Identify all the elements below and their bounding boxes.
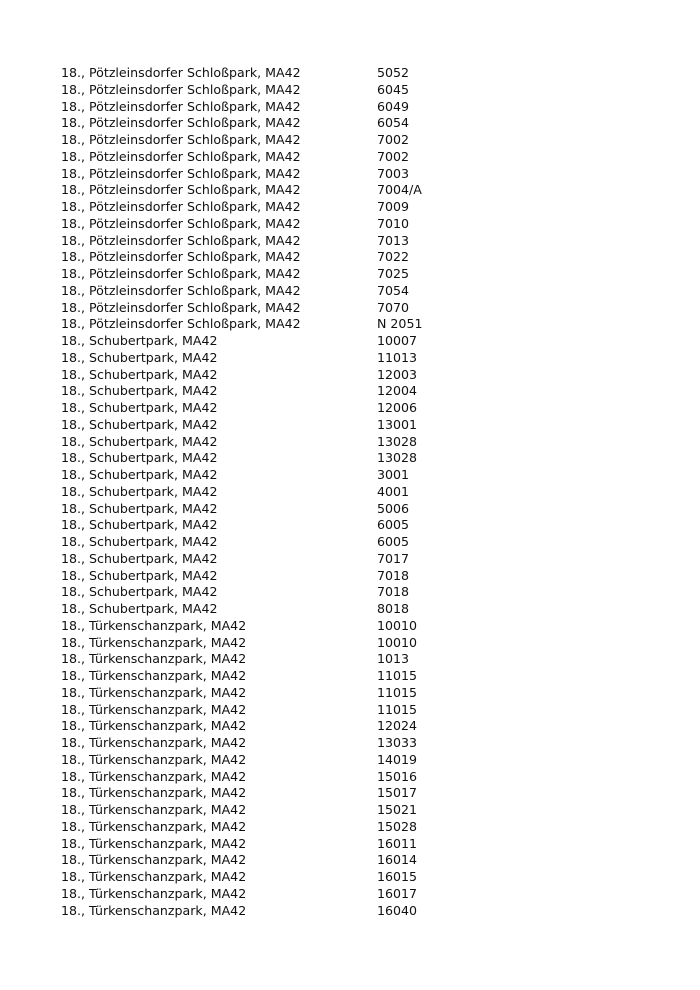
location-cell: 18., Türkenschanzpark, MA42 xyxy=(61,751,247,767)
location-cell: 18., Pötzleinsdorfer Schloßpark, MA42 xyxy=(61,165,301,181)
location-cell: 18., Türkenschanzpark, MA42 xyxy=(61,684,247,700)
table-row xyxy=(61,99,661,116)
table-row xyxy=(61,216,661,233)
location-cell: 18., Türkenschanzpark, MA42 xyxy=(61,701,247,717)
table-row xyxy=(61,702,661,719)
number-cell: 6045 xyxy=(377,81,410,97)
table-row xyxy=(61,752,661,769)
table-row xyxy=(61,115,661,132)
location-cell: 18., Schubertpark, MA42 xyxy=(61,500,218,516)
table-row xyxy=(61,199,661,216)
table-row xyxy=(61,467,661,484)
table-row xyxy=(61,819,661,836)
number-cell: 12024 xyxy=(377,718,418,734)
table-row xyxy=(61,718,661,735)
table-row xyxy=(61,769,661,786)
table-row xyxy=(61,417,661,434)
table-row xyxy=(61,584,661,601)
location-cell: 18., Pötzleinsdorfer Schloßpark, MA42 xyxy=(61,65,301,80)
number-cell: 7025 xyxy=(377,266,410,281)
number-cell: 7022 xyxy=(377,249,410,265)
table-row xyxy=(61,568,661,585)
location-cell: 18., Schubertpark, MA42 xyxy=(61,567,218,583)
location-cell: 18., Türkenschanzpark, MA42 xyxy=(61,718,247,734)
table-row xyxy=(61,367,661,384)
number-cell: 7070 xyxy=(377,299,410,315)
table-row xyxy=(61,618,661,635)
location-cell: 18., Schubertpark, MA42 xyxy=(61,433,218,449)
table-row xyxy=(61,182,661,199)
number-cell: 13028 xyxy=(377,450,418,466)
table-row xyxy=(61,802,661,819)
location-cell: 18., Schubertpark, MA42 xyxy=(61,349,218,365)
table-row xyxy=(61,852,661,869)
number-cell: N 2051 xyxy=(377,316,423,332)
number-cell: 4001 xyxy=(377,483,410,499)
number-cell: 13033 xyxy=(377,735,418,750)
table-row xyxy=(61,601,661,618)
location-cell: 18., Türkenschanzpark, MA42 xyxy=(61,785,247,801)
table-row xyxy=(61,149,661,166)
number-cell: 6049 xyxy=(377,98,410,114)
table-row xyxy=(61,166,661,183)
number-cell: 12004 xyxy=(377,383,418,399)
number-cell: 16040 xyxy=(377,902,418,918)
location-cell: 18., Schubertpark, MA42 xyxy=(61,366,218,382)
number-cell: 15017 xyxy=(377,785,418,801)
table-row xyxy=(61,283,661,300)
location-cell: 18., Türkenschanzpark, MA42 xyxy=(61,852,247,868)
table-row xyxy=(61,65,661,82)
location-cell: 18., Schubertpark, MA42 xyxy=(61,584,218,600)
number-cell: 6054 xyxy=(377,115,410,131)
location-cell: 18., Schubertpark, MA42 xyxy=(61,333,218,348)
table-row xyxy=(61,635,661,652)
number-cell: 16011 xyxy=(377,835,418,851)
number-cell: 11015 xyxy=(377,701,418,717)
table-row xyxy=(61,82,661,99)
location-cell: 18., Schubertpark, MA42 xyxy=(61,601,218,616)
table-row xyxy=(61,434,661,451)
number-cell: 13028 xyxy=(377,433,418,449)
number-cell: 7003 xyxy=(377,165,410,181)
number-cell: 16014 xyxy=(377,852,418,868)
table-row xyxy=(61,383,661,400)
number-cell: 11015 xyxy=(377,668,418,683)
number-cell: 15021 xyxy=(377,802,418,817)
table-row xyxy=(61,886,661,903)
location-cell: 18., Schubertpark, MA42 xyxy=(61,483,218,499)
table-row xyxy=(61,685,661,702)
location-cell: 18., Türkenschanzpark, MA42 xyxy=(61,668,247,683)
location-cell: 18., Schubertpark, MA42 xyxy=(61,450,218,466)
number-cell: 7002 xyxy=(377,148,410,164)
number-cell: 14019 xyxy=(377,751,418,767)
location-cell: 18., Türkenschanzpark, MA42 xyxy=(61,634,247,650)
location-cell: 18., Schubertpark, MA42 xyxy=(61,416,218,432)
number-cell: 8018 xyxy=(377,601,410,616)
location-cell: 18., Schubertpark, MA42 xyxy=(61,383,218,399)
table-row xyxy=(61,668,661,685)
number-cell: 7004/A xyxy=(377,182,422,198)
location-cell: 18., Schubertpark, MA42 xyxy=(61,400,218,415)
table-row xyxy=(61,350,661,367)
location-cell: 18., Schubertpark, MA42 xyxy=(61,517,218,533)
listing-table xyxy=(61,65,661,919)
location-cell: 18., Pötzleinsdorfer Schloßpark, MA42 xyxy=(61,98,301,114)
number-cell: 16017 xyxy=(377,885,418,901)
location-cell: 18., Türkenschanzpark, MA42 xyxy=(61,617,247,633)
table-row xyxy=(61,450,661,467)
location-cell: 18., Türkenschanzpark, MA42 xyxy=(61,902,247,918)
location-cell: 18., Pötzleinsdorfer Schloßpark, MA42 xyxy=(61,299,301,315)
table-row xyxy=(61,484,661,501)
location-cell: 18., Schubertpark, MA42 xyxy=(61,550,218,566)
number-cell: 7018 xyxy=(377,584,410,600)
table-row xyxy=(61,333,661,350)
number-cell: 7010 xyxy=(377,215,410,231)
location-cell: 18., Türkenschanzpark, MA42 xyxy=(61,651,247,667)
number-cell: 11015 xyxy=(377,684,418,700)
table-row xyxy=(61,869,661,886)
number-cell: 12006 xyxy=(377,400,418,415)
table-row xyxy=(61,400,661,417)
location-cell: 18., Pötzleinsdorfer Schloßpark, MA42 xyxy=(61,266,301,281)
location-cell: 18., Pötzleinsdorfer Schloßpark, MA42 xyxy=(61,132,301,147)
location-cell: 18., Türkenschanzpark, MA42 xyxy=(61,768,247,784)
table-row xyxy=(61,249,661,266)
table-row xyxy=(61,132,661,149)
table-row xyxy=(61,233,661,250)
table-row xyxy=(61,785,661,802)
location-cell: 18., Schubertpark, MA42 xyxy=(61,534,218,549)
location-cell: 18., Pötzleinsdorfer Schloßpark, MA42 xyxy=(61,199,301,214)
number-cell: 5006 xyxy=(377,500,410,516)
number-cell: 1013 xyxy=(377,651,410,667)
number-cell: 5052 xyxy=(377,65,410,80)
location-cell: 18., Türkenschanzpark, MA42 xyxy=(61,802,247,817)
number-cell: 6005 xyxy=(377,517,410,533)
location-cell: 18., Pötzleinsdorfer Schloßpark, MA42 xyxy=(61,316,301,332)
number-cell: 11013 xyxy=(377,349,418,365)
table-row xyxy=(61,517,661,534)
location-cell: 18., Türkenschanzpark, MA42 xyxy=(61,885,247,901)
location-cell: 18., Pötzleinsdorfer Schloßpark, MA42 xyxy=(61,232,301,248)
location-cell: 18., Pötzleinsdorfer Schloßpark, MA42 xyxy=(61,81,301,97)
number-cell: 10010 xyxy=(377,634,418,650)
number-cell: 10007 xyxy=(377,333,418,348)
location-cell: 18., Pötzleinsdorfer Schloßpark, MA42 xyxy=(61,182,301,198)
location-cell: 18., Türkenschanzpark, MA42 xyxy=(61,818,247,834)
location-cell: 18., Pötzleinsdorfer Schloßpark, MA42 xyxy=(61,282,301,298)
location-cell: 18., Türkenschanzpark, MA42 xyxy=(61,735,247,750)
number-cell: 15028 xyxy=(377,818,418,834)
number-cell: 6005 xyxy=(377,534,410,549)
table-row xyxy=(61,534,661,551)
location-cell: 18., Schubertpark, MA42 xyxy=(61,467,218,482)
table-row xyxy=(61,836,661,853)
number-cell: 7054 xyxy=(377,282,410,298)
table-row xyxy=(61,266,661,283)
number-cell: 15016 xyxy=(377,768,418,784)
location-cell: 18., Pötzleinsdorfer Schloßpark, MA42 xyxy=(61,215,301,231)
number-cell: 13001 xyxy=(377,416,418,432)
number-cell: 7018 xyxy=(377,567,410,583)
number-cell: 10010 xyxy=(377,617,418,633)
location-cell: 18., Türkenschanzpark, MA42 xyxy=(61,869,247,884)
table-row xyxy=(61,735,661,752)
location-cell: 18., Pötzleinsdorfer Schloßpark, MA42 xyxy=(61,249,301,265)
location-cell: 18., Türkenschanzpark, MA42 xyxy=(61,835,247,851)
table-row xyxy=(61,300,661,317)
table-row xyxy=(61,501,661,518)
location-cell: 18., Pötzleinsdorfer Schloßpark, MA42 xyxy=(61,148,301,164)
number-cell: 3001 xyxy=(377,467,410,482)
location-cell: 18., Pötzleinsdorfer Schloßpark, MA42 xyxy=(61,115,301,131)
table-row xyxy=(61,651,661,668)
number-cell: 7002 xyxy=(377,132,410,147)
table-row xyxy=(61,903,661,920)
number-cell: 7017 xyxy=(377,550,410,566)
table-row xyxy=(61,316,661,333)
number-cell: 7013 xyxy=(377,232,410,248)
number-cell: 16015 xyxy=(377,869,418,884)
table-row xyxy=(61,551,661,568)
number-cell: 12003 xyxy=(377,366,418,382)
number-cell: 7009 xyxy=(377,199,410,214)
